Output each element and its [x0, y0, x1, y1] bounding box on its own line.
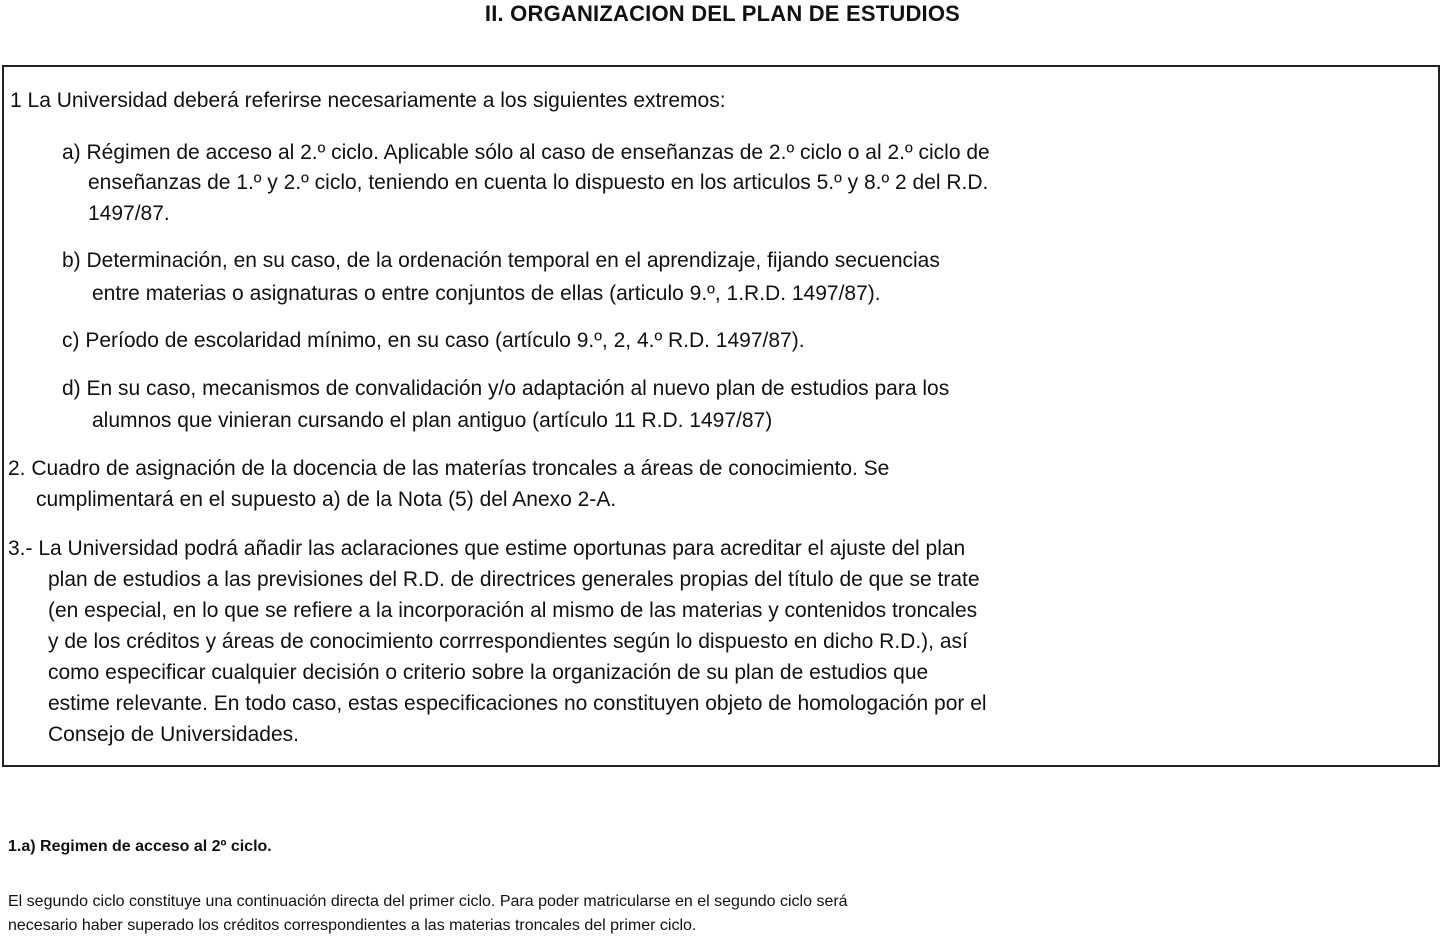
section-heading: 1.a) Regimen de acceso al 2º ciclo.: [8, 838, 272, 855]
item-3-line-3: (en especial, en lo que se refiere a la incorporación al mismo de las materias y contenidos troncales: [48, 599, 978, 622]
item-1b-line-2: entre materias o asignaturas o entre conjuntos de ellas (articulo 9.º, 1.R.D. 1497/87).: [92, 282, 881, 305]
item-3-line-2: plan de estudios a las previsiones del R.D. de directrices generales propias del título de que se trate: [48, 568, 980, 591]
item-1d-line-2: alumnos que vinieran cursando el plan antiguo (artículo 11 R.D. 1497/87): [92, 409, 773, 432]
item-1b-line-1: b) Determinación, en su caso, de la ordenación temporal en el aprendizaje, fijando secuencias: [62, 249, 940, 272]
item-1a-line-1: a) Régimen de acceso al 2.º ciclo. Aplicable sólo al caso de enseñanzas de 2.º ciclo o al 2.º ciclo de: [62, 141, 990, 164]
item-3-line-5: como especificar cualquier decisión o criterio sobre la organización de su plan de estudios que: [48, 661, 929, 684]
item-1a-line-2: enseñanzas de 1.º y 2.º ciclo, teniendo en cuenta lo dispuesto en los articulos 5.º y 8.º 2 del R.D.: [88, 171, 989, 194]
item-1c-line-1: c) Período de escolaridad mínimo, en su caso (artículo 9.º, 2, 4.º R.D. 1497/87).: [62, 329, 805, 352]
item-3-line-6: estime relevante. En todo caso, estas especificaciones no constituyen objeto de homologación por el: [48, 692, 987, 715]
item-2-line-1: 2. Cuadro de asignación de la docencia de las materías troncales a áreas de conocimiento. Se: [8, 457, 890, 480]
item-3-line-1: 3.- La Universidad podrá añadir las aclaraciones que estime oportunas para acreditar el ajuste del plan: [8, 537, 966, 560]
page-title: II. ORGANIZACION DEL PLAN DE ESTUDIOS: [484, 1, 961, 26]
item-1-intro: 1 La Universidad deberá referirse necesariamente a los siguientes extremos:: [10, 89, 726, 112]
item-2-line-2: cumplimentará en el supuesto a) de la Nota (5) del Anexo 2-A.: [36, 488, 617, 511]
section-paragraph-line-2: necesario haber superado los créditos correspondientes a las materias troncales del primer ciclo.: [8, 917, 697, 934]
item-3-line-7: Consejo de Universidades.: [48, 723, 299, 746]
section-paragraph-line-1: El segundo ciclo constituye una continuación directa del primer ciclo. Para poder matricularse en el segundo ciclo será: [8, 893, 848, 910]
item-3-line-4: y de los créditos y áreas de conocimiento corrrespondientes según lo dispuesto en dicho R.D.), así: [48, 630, 968, 653]
item-1d-line-1: d) En su caso, mecanismos de convalidación y/o adaptación al nuevo plan de estudios para los: [62, 377, 950, 400]
item-1a-line-3: 1497/87.: [88, 202, 170, 225]
